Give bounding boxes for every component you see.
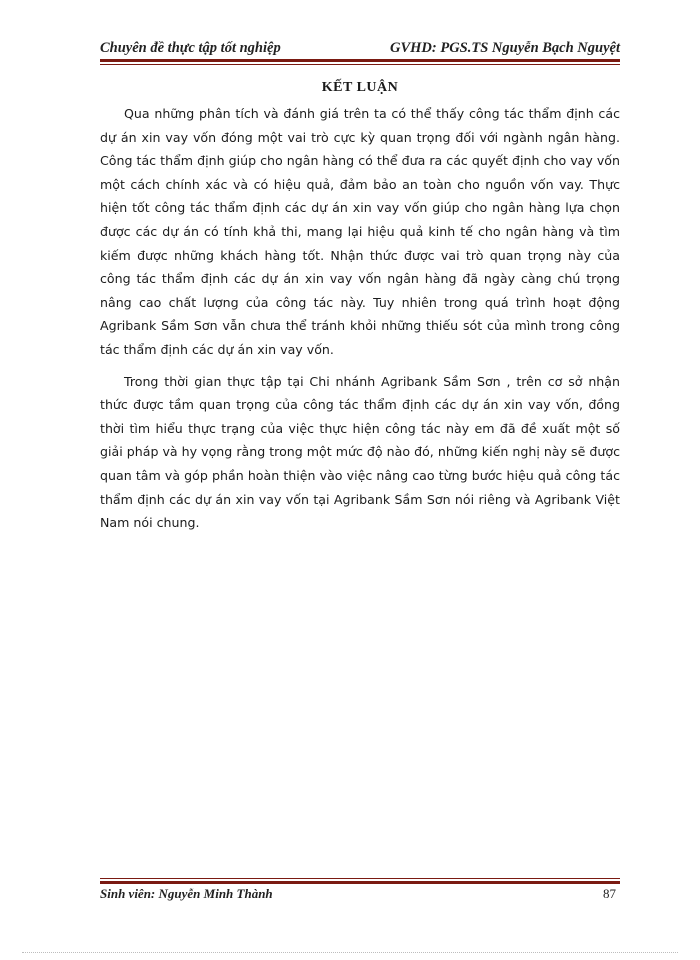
paragraph-2: Trong thời gian thực tập tại Chi nhánh Agribank Sầm Sơn , trên cơ sở nhận thức được tầm quan trọng của công tác thẩm định các dự án xin vay vốn, đồng thời tìm hiểu thực trạng của việc thực hiện công tác này em đã đề xuất một số giải pháp và hy vọng rằng trong một mức độ nào đó, những kiến nghị này sẽ được quan tâm và góp phần hoàn thiện vào việc nâng cao từng bước hiệu quả công tác thẩm định các dự án xin vay vốn tại Agribank Sầm Sơn nói riêng và Agribank Việt Nam nói chung. <box>100 373 620 531</box>
header-divider-thin <box>100 64 620 65</box>
page-header <box>100 36 620 60</box>
section-title: KẾT LUẬN <box>321 80 399 95</box>
header-course-title: Chuyên đề thực tập tốt nghiệp <box>100 40 281 56</box>
footer-student-name: Sinh viên: Nguyễn Minh Thành <box>100 886 273 901</box>
footer-divider-thin <box>100 878 620 879</box>
document-body <box>100 102 620 535</box>
header-supervisor: GVHD: PGS.TS Nguyễn Bạch Nguyệt <box>390 40 620 56</box>
footer-divider-thick <box>100 881 620 884</box>
page-number: 87 <box>603 886 616 901</box>
header-divider-thick <box>100 59 620 62</box>
page-footer <box>100 886 620 906</box>
page-edge-divider <box>22 952 678 953</box>
paragraph-1: Qua những phân tích và đánh giá trên ta có thể thấy công tác thẩm định các dự án xin vay vốn đóng một vai trò cực kỳ quan trọng đối với ngành ngân hàng. Công tác thẩm định giúp cho ngân hàng có thể đưa ra các quyết định cho vay vốn một cách chính xác và có hiệu quả, đảm bảo an toàn cho nguồn vốn vay. Thực hiện tốt công tác thẩm định các dự án xin vay vốn giúp cho ngân hàng lựa chọn được các dự án có tính khả thi, mang lại hiệu quả kinh tế cho ngân hàng và tìm kiếm được những khách hàng tốt. Nhận thức được vai trò quan trọng này của công tác thẩm định các dự án xin vay vốn ngân hàng đã ngày càng chú trọng nâng cao chất lượng của công tác này. Tuy nhiên trong quá trình hoạt động Agribank Sầm Sơn vẫn chưa thể tránh khỏi những thiếu sót của mình trong công tác thẩm định các dự án xin vay vốn. <box>100 106 620 357</box>
